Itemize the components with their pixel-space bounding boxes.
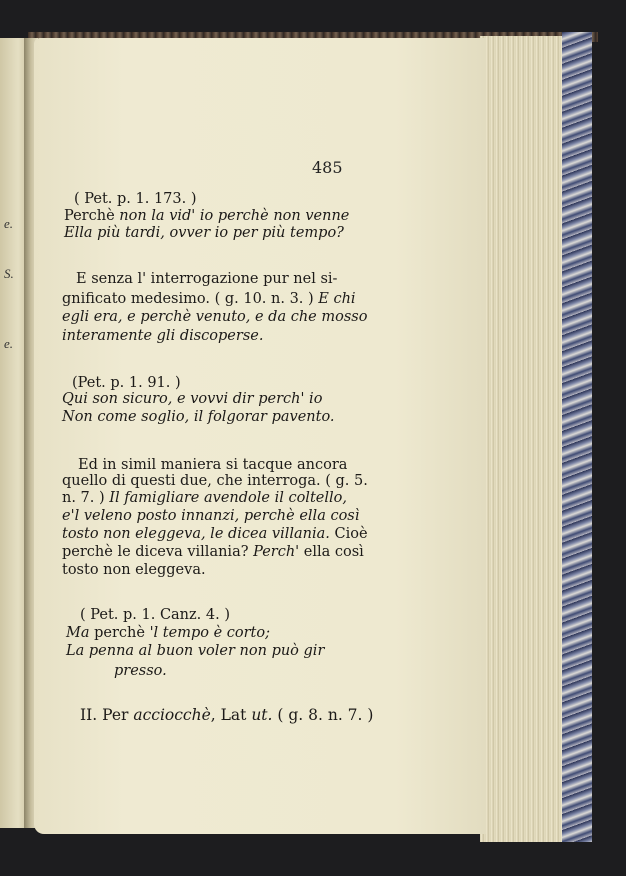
- text-line: [62, 472, 368, 490]
- italic-segment: Ma: [66, 625, 95, 641]
- roman-segment: Perchè: [64, 208, 120, 224]
- text-line: [66, 642, 324, 660]
- text-line: [64, 207, 349, 225]
- text-line: [62, 327, 263, 345]
- roman-segment: gnificato medesimo. ( g. 10. n. 3. ): [62, 291, 319, 307]
- text-line: [76, 270, 337, 288]
- text-line: [80, 606, 230, 624]
- text-line: [62, 308, 367, 326]
- text-line: [62, 525, 368, 543]
- roman-segment: ( Pet. p. 1. 173. ): [74, 191, 197, 207]
- margin-fragment: S.: [4, 266, 14, 281]
- text-line: [74, 190, 197, 208]
- text-line: [114, 662, 167, 680]
- italic-segment: non la vid' io perchè non venne: [119, 208, 350, 224]
- text-line: [62, 489, 347, 507]
- text-line: [62, 390, 322, 408]
- page-number: 485: [312, 158, 343, 177]
- roman-segment: ( Pet. p. 1. Canz. 4. ): [80, 607, 230, 623]
- roman-segment: ella così: [299, 544, 364, 560]
- text-line: [62, 290, 356, 308]
- marbled-cover: [562, 32, 592, 842]
- italic-segment: Non come soglio, il folgorar pavento.: [62, 409, 335, 425]
- italic-segment: E chi: [318, 291, 356, 307]
- roman-segment: n. 7. ): [62, 490, 110, 506]
- italic-segment: interamente gli discoperse.: [62, 328, 264, 344]
- italic-segment: Perch': [253, 544, 300, 560]
- italic-segment: egli era, e perchè venuto, e da che mosso: [62, 309, 368, 325]
- roman-segment: perchè: [94, 625, 150, 641]
- roman-segment: perchè le diceva villania?: [62, 544, 254, 560]
- italic-segment: Il famigliare avendole il coltello,: [109, 490, 347, 506]
- italic-segment: tosto non eleggeva, le dicea villania.: [62, 526, 330, 542]
- italic-segment: 'l tempo è corto;: [149, 625, 270, 641]
- roman-segment: , Lat: [210, 706, 252, 724]
- text-line: [64, 224, 344, 242]
- roman-segment: ( g. 8. n. 7. ): [272, 706, 374, 724]
- text-line: [62, 408, 335, 426]
- roman-segment: (Pet. p. 1. 91. ): [72, 375, 181, 391]
- text-line: [62, 561, 206, 579]
- italic-segment: e'l veleno posto innanzi, perchè ella così: [62, 508, 360, 524]
- roman-segment: Cioè: [329, 526, 368, 542]
- margin-fragment: e.: [4, 216, 14, 231]
- roman-segment: II. Per: [80, 706, 134, 724]
- roman-segment: Ed in simil maniera si tacque ancora: [78, 457, 348, 473]
- italic-segment: Ella più tardi, ovver io per più tempo?: [64, 225, 344, 241]
- roman-segment: E senza l' interrogazione pur nel si-: [76, 271, 338, 287]
- text-line: [62, 543, 364, 561]
- text-line: [62, 507, 359, 525]
- italic-segment: acciocchè: [133, 706, 211, 724]
- roman-segment: tosto non eleggeva.: [62, 562, 206, 578]
- italic-segment: presso.: [114, 663, 167, 679]
- italic-segment: ut.: [251, 706, 273, 724]
- roman-segment: quello di questi due, che interroga. ( g. 5.: [62, 473, 368, 489]
- italic-segment: Qui son sicuro, e vovvi dir perch' io: [62, 391, 323, 407]
- margin-fragment: e.: [4, 336, 14, 351]
- page-block-edges: [480, 36, 566, 842]
- text-line: [66, 624, 270, 642]
- text-line: [80, 706, 373, 724]
- italic-segment: La penna al buon voler non può gir: [66, 643, 325, 659]
